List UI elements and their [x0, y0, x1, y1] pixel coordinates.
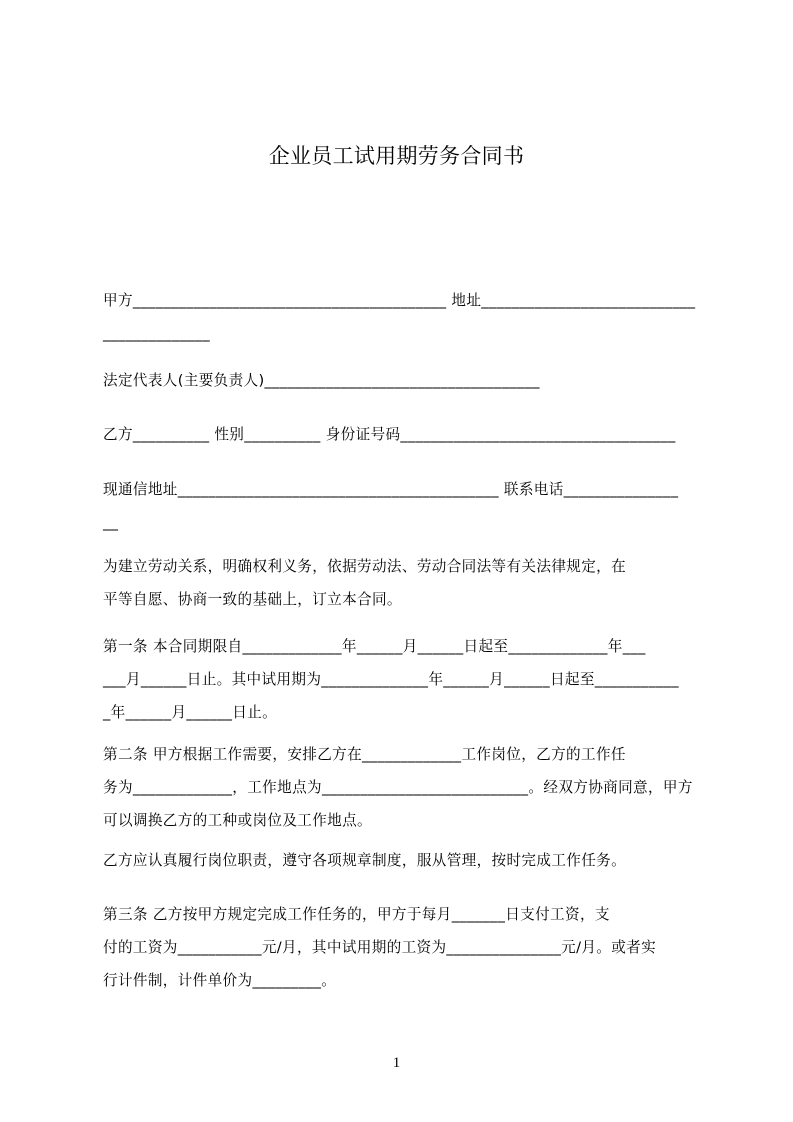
- party-a-line-2: ______________: [103, 325, 211, 342]
- legal-representative-paragraph: [103, 364, 703, 397]
- article-3-paragraph: [103, 898, 703, 997]
- article-1-paragraph: [103, 630, 703, 729]
- preamble-line-1: 为建立劳动关系，明确权利义务，依据劳动法、劳动合同法等有关法律规定，在: [103, 558, 627, 575]
- party-a-line-1: 甲方_________________________________________ 地址____________________________: [103, 292, 696, 309]
- duties-paragraph: [103, 844, 703, 877]
- duties-line: 乙方应认真履行岗位职责，遵守各项规章制度，服从管理，按时完成工作任务。: [103, 852, 627, 869]
- party-b-line: 乙方__________ 性别__________ 身份证号码____________________________________: [103, 426, 676, 443]
- party-b-paragraph: [103, 418, 703, 451]
- article-2-line-2: 务为_____________，工作地点为___________________________。经双方协商同意，甲方: [103, 779, 693, 796]
- article-3-line-2: 付的工资为___________元/月，其中试用期的工资为_______________元/月。或者实: [103, 939, 657, 956]
- article-3-line-3: 行计件制，计件单价为_________。: [103, 972, 337, 989]
- document-title: 企业员工试用期劳务合同书: [268, 144, 525, 168]
- preamble-paragraph: [103, 550, 703, 616]
- preamble-line-2: 平等自愿、协商一致的基础上，订立本合同。: [103, 591, 402, 608]
- contact-address-paragraph: [103, 473, 703, 539]
- article-2-line-1: 第二条 甲方根据工作需要，安排乙方在_____________工作岗位，乙方的工作任: [103, 746, 626, 763]
- article-2-line-3: 可以调换乙方的工种或岗位及工作地点。: [103, 812, 372, 829]
- page-number: 1: [392, 1055, 401, 1071]
- contact-address-line-2: __: [103, 514, 119, 531]
- article-3-line-1: 第三条 乙方按甲方规定完成工作任务的，甲方于每月_______日支付工资，支: [103, 906, 610, 923]
- article-1-line-1: 第一条 本合同期限自_____________年______月______日起至_____________年___: [103, 638, 646, 655]
- contact-address-line-1: 现通信地址__________________________________________ 联系电话_______________: [103, 481, 679, 498]
- article-1-line-3: _年______月______日止。: [103, 704, 278, 721]
- article-2-paragraph: [103, 738, 703, 837]
- article-1-line-2: ___月______日止。其中试用期为______________年______月______日起至___________: [103, 671, 679, 688]
- party-a-paragraph: [103, 284, 703, 350]
- legal-representative-line: 法定代表人(主要负责人)____________________________________: [103, 372, 540, 389]
